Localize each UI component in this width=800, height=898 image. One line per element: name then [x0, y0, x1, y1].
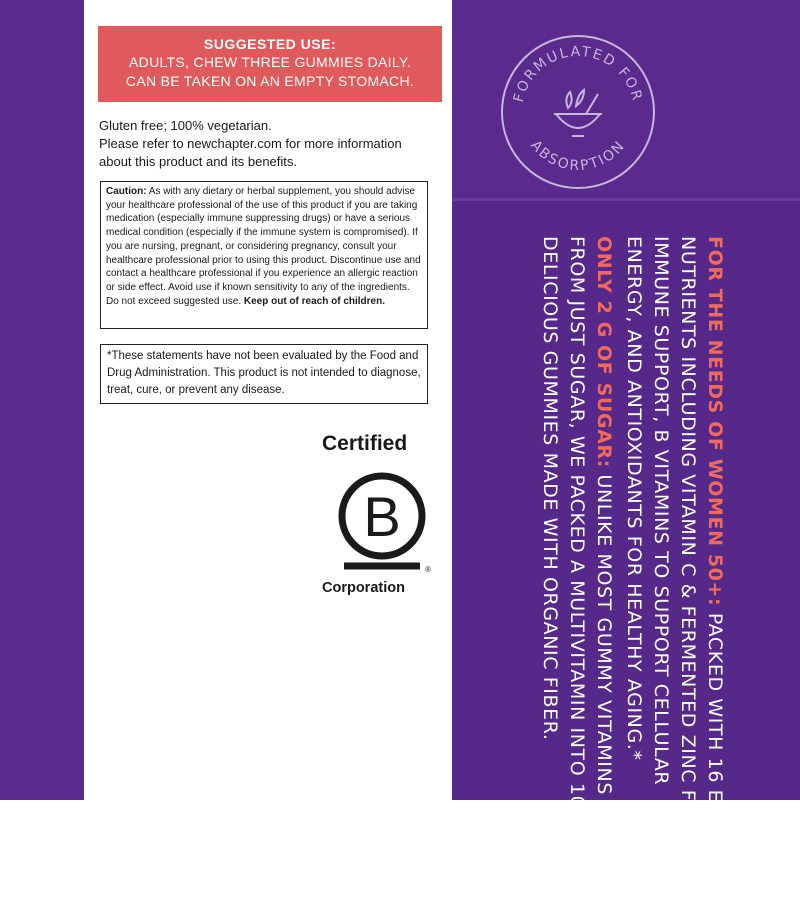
seal-bottom-text: ABSORPTION	[527, 137, 629, 175]
caution-box	[100, 181, 428, 329]
keep-out-of-reach-warning: Keep out of reach of children.	[243, 295, 386, 307]
bcorp-b-letter: B	[363, 485, 401, 548]
registered-mark: ®	[425, 565, 431, 574]
claim-women-line-4: ENERGY, AND ANTIOXIDANTS FOR HEALTHY AGING.*	[623, 236, 645, 761]
mortar-pestle-icon	[554, 90, 602, 136]
b-corp-circle-icon	[334, 460, 434, 580]
absorption-seal	[498, 32, 658, 192]
seal-top-text: FORMULATED FOR	[510, 43, 646, 104]
bcorp-corporation-text: Corporation	[322, 580, 405, 596]
suggested-use-line-1: ADULTS, CHEW THREE GUMMIES DAILY.	[129, 54, 411, 70]
claim-sugar-text-1: UNLIKE MOST GUMMY VITAMINS MADE	[593, 467, 615, 861]
claim-women-line-2: NUTRIENTS INCLUDING VITAMIN C & FERMENTED ZINC FOR	[677, 236, 699, 831]
claim-sugar-line-3: DELICIOUS GUMMIES MADE WITH ORGANIC FIBER.	[539, 236, 561, 741]
claim-sugar-heading: ONLY 2 G OF SUGAR:	[593, 236, 615, 468]
claim-women-line-3: IMMUNE SUPPORT, B VITAMINS TO SUPPORT CELLULAR	[650, 236, 672, 786]
vegetarian-note: Gluten free; 100% vegetarian.	[99, 118, 272, 133]
suggested-use-box	[98, 26, 442, 102]
panel-divider	[452, 198, 800, 201]
rotated-claims	[478, 236, 728, 898]
website-note-line-2: about this product and its benefits.	[99, 154, 298, 169]
website-note-line-1: Please refer to newchapter.com for more information	[99, 136, 402, 151]
fda-disclaimer-box	[100, 344, 428, 404]
suggested-use-title: SUGGESTED USE:	[203, 36, 337, 52]
claim-sugar-line-1	[593, 236, 615, 860]
claim-sugar-line-2: FROM JUST SUGAR, WE PACKED A MULTIVITAMIN INTO 100%	[566, 236, 588, 840]
caution-body: As with any dietary or herbal supplement, you should advise your healthcare professional of the use of this product if you are taking medication (especially immune suppressing drugs) or have a serious medical condition (especially if the immune system is compromised). If you are nursing, pregnant, or considering pregnancy, consult your healthcare professional prior to using this product. Discontinue use and contact a healthcare professional if you experience an allergic reaction or side effect. Avoid use if known sensitivity to any of the ingredients. Do not exceed suggested use.	[106, 186, 421, 307]
product-info-text	[99, 117, 439, 171]
caution-label: Caution:	[106, 186, 147, 197]
claim-women-line-1	[704, 236, 726, 898]
claim-women-text-1: PACKED WITH 16 ESSENTIAL	[704, 606, 726, 898]
claim-women-heading: FOR THE NEEDS OF WOMEN 50+:	[704, 236, 726, 607]
bcorp-certified-text: Certified	[322, 432, 408, 455]
fda-disclaimer-text: *These statements have not been evaluated by the Food and Drug Administration. This product is not intended to diagnose, treat, cure, or prevent any disease.	[107, 350, 421, 396]
suggested-use-line-2: CAN BE TAKEN ON AN EMPTY STOMACH.	[125, 73, 415, 89]
left-purple-edge	[0, 0, 84, 800]
